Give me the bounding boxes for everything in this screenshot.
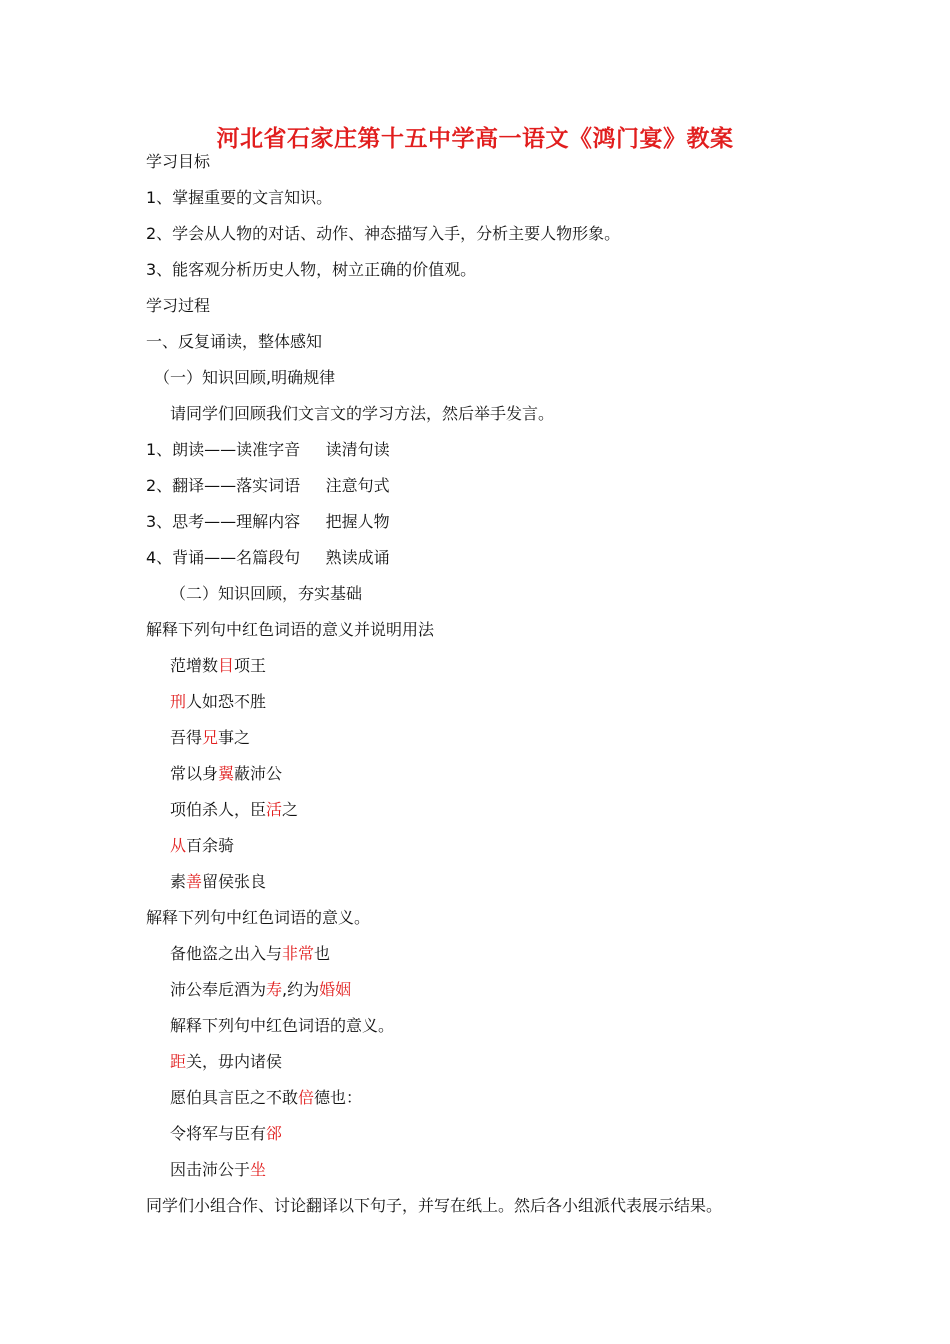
sentence-text: 令将军与臣有 — [170, 1124, 267, 1143]
example-sentence — [170, 800, 298, 820]
sentence-text: 常以身 — [170, 764, 219, 783]
highlighted-word: 活 — [266, 800, 283, 819]
sentence-text: 德也： — [314, 1088, 363, 1107]
sentence-text: 沛公奉卮酒为 — [170, 980, 267, 999]
sentence-text: 之 — [282, 800, 299, 819]
closing-instruction: 同学们小组合作、讨论翻译以下句子，并写在纸上。然后各小组派代表展示结果。 — [146, 1196, 723, 1215]
example-sentence — [170, 1124, 282, 1144]
sentence-text: 因击沛公于 — [170, 1160, 251, 1179]
highlighted-word: 距 — [170, 1052, 187, 1071]
highlighted-word: 郤 — [266, 1124, 283, 1143]
example-sentence — [170, 656, 266, 676]
task-instruction: 解释下列句中红色词语的意义并说明用法 — [146, 620, 435, 639]
subsection-intro: 请同学们回顾我们文言文的学习方法，然后举手发言。 — [170, 404, 555, 423]
subsection-heading: （二）知识回顾，夯实基础 — [170, 584, 363, 603]
sentence-text: 项王 — [234, 656, 267, 675]
sentence-text: 关，毋内诸侯 — [186, 1052, 283, 1071]
sentence-text: 备他盗之出入与 — [170, 944, 283, 963]
highlighted-word: 倍 — [298, 1088, 315, 1107]
method-item: 4、背诵——名篇段句 熟读成诵 — [146, 548, 390, 567]
sentence-text: 人如恐不胜 — [186, 692, 267, 711]
example-sentence — [170, 872, 266, 892]
sentence-text: 也 — [314, 944, 331, 963]
objectives-heading: 学习目标 — [146, 152, 211, 171]
highlighted-word: 善 — [186, 872, 203, 891]
sentence-text: 吾得 — [170, 728, 203, 747]
example-sentence — [170, 1052, 282, 1072]
sentence-text: 留侯张良 — [202, 872, 267, 891]
example-sentence — [170, 1088, 362, 1108]
method-item: 3、思考——理解内容 把握人物 — [146, 512, 390, 531]
sentence-text: 百余骑 — [186, 836, 235, 855]
task-instruction: 解释下列句中红色词语的意义。 — [170, 1016, 395, 1035]
objective-item: 2、学会从人物的对话、动作、神态描写入手，分析主要人物形象。 — [146, 224, 621, 243]
highlighted-word: 寿 — [266, 980, 283, 999]
method-item: 2、翻译——落实词语 注意句式 — [146, 476, 390, 495]
method-item: 1、朗读——读准字音 读清句读 — [146, 440, 390, 459]
sentence-text: 素 — [170, 872, 187, 891]
example-sentence — [170, 728, 250, 748]
sentence-text: 愿伯具言臣之不敢 — [170, 1088, 299, 1107]
sentence-text: ,约为 — [282, 980, 320, 999]
highlighted-word: 兄 — [202, 728, 219, 747]
example-sentence — [170, 764, 282, 784]
example-sentence — [170, 944, 330, 964]
highlighted-word: 婚姻 — [319, 980, 352, 999]
sentence-text: 范增数 — [170, 656, 219, 675]
highlighted-word: 目 — [218, 656, 235, 675]
highlighted-word: 非常 — [282, 944, 315, 963]
task-instruction: 解释下列句中红色词语的意义。 — [146, 908, 371, 927]
highlighted-word: 从 — [170, 836, 187, 855]
subsection-heading: （一）知识回顾,明确规律 — [154, 368, 336, 387]
sentence-text: 项伯杀人，臣 — [170, 800, 267, 819]
example-sentence — [170, 692, 266, 712]
highlighted-word: 刑 — [170, 692, 187, 711]
objective-item: 3、能客观分析历史人物，树立正确的价值观。 — [146, 260, 477, 279]
sentence-text: 事之 — [218, 728, 251, 747]
highlighted-word: 翼 — [218, 764, 235, 783]
example-sentence — [170, 1160, 266, 1180]
example-sentence — [170, 836, 234, 856]
process-heading: 学习过程 — [146, 296, 211, 315]
sentence-text: 蔽沛公 — [234, 764, 283, 783]
section-heading: 一、反复诵读，整体感知 — [146, 332, 323, 351]
objective-item: 1、掌握重要的文言知识。 — [146, 188, 333, 207]
example-sentence — [170, 980, 351, 1000]
highlighted-word: 坐 — [250, 1160, 267, 1179]
document-title: 河北省石家庄第十五中学高一语文《鸿门宴》教案 — [216, 126, 734, 152]
